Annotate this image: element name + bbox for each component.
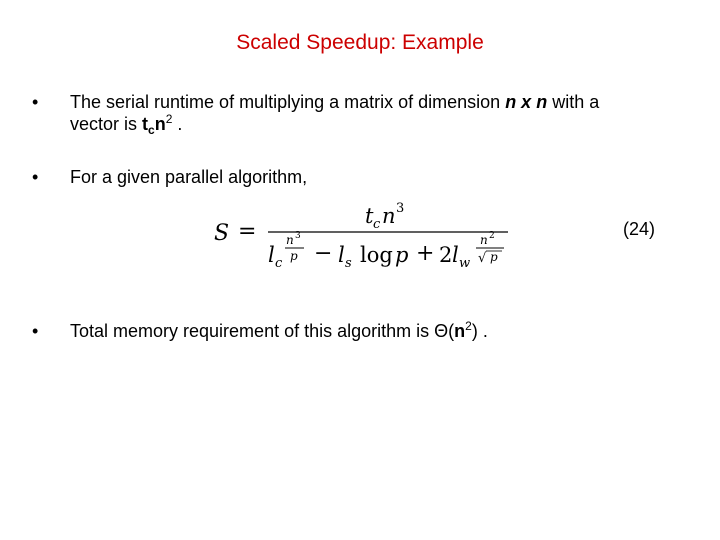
t-subscript: c bbox=[148, 123, 155, 137]
bullet-3-prefix: Total memory requirement of this algorithm is bbox=[70, 321, 435, 341]
den-minus: − bbox=[314, 241, 333, 266]
den-c: c bbox=[275, 256, 283, 271]
sqrt-p: p bbox=[490, 250, 498, 264]
eq-equals: = bbox=[238, 219, 257, 244]
matrix-dimension: n x n bbox=[505, 92, 548, 112]
log-word: log bbox=[360, 243, 393, 267]
equation-number: (24) bbox=[623, 219, 656, 239]
bullet-1-text: The serial runtime of multiplying a matrix of dimension bbox=[70, 92, 506, 112]
theta-close: ) . bbox=[471, 321, 488, 341]
t-symbol: t bbox=[142, 114, 149, 134]
bullet-2-text: For a given parallel algorithm, bbox=[70, 167, 308, 187]
n-exponent: 2 bbox=[165, 112, 173, 126]
lw-l: l bbox=[452, 243, 459, 267]
period: . bbox=[177, 114, 183, 134]
n-exponent: 2 bbox=[465, 319, 472, 333]
den-frac-3: 3 bbox=[295, 231, 301, 241]
num-exp: 3 bbox=[396, 201, 405, 216]
theta-open: Θ( bbox=[434, 321, 455, 341]
den-frac-p: p bbox=[290, 249, 298, 263]
frac2-2: 2 bbox=[489, 231, 495, 241]
bullet-1-text-end: with a bbox=[547, 92, 600, 112]
frac2-n: n bbox=[480, 233, 488, 247]
bullet-3-text bbox=[70, 320, 488, 342]
slide-title: Scaled Speedup: Example bbox=[236, 31, 484, 54]
bullet-marker: • bbox=[32, 167, 39, 187]
bullet-1-line-1 bbox=[70, 91, 599, 113]
num-n: n bbox=[382, 204, 396, 228]
bullet-marker: • bbox=[32, 321, 39, 341]
num-c: c bbox=[373, 217, 381, 232]
bullet-marker: • bbox=[32, 92, 39, 112]
den-frac-n: n bbox=[286, 233, 294, 247]
bullet-1-line-2 bbox=[70, 113, 182, 135]
eq-lhs: S bbox=[214, 221, 230, 246]
log-p: p bbox=[395, 243, 409, 267]
den-two: 2 bbox=[439, 243, 453, 267]
den-l: l bbox=[268, 243, 275, 267]
den-plus: + bbox=[416, 241, 435, 266]
num-t: t bbox=[365, 204, 374, 228]
speedup-equation bbox=[210, 196, 510, 278]
n-symbol: n bbox=[454, 321, 466, 341]
n-symbol: n bbox=[154, 114, 166, 134]
ls-s: s bbox=[345, 256, 352, 271]
lw-w: w bbox=[459, 256, 471, 271]
ls-l: l bbox=[338, 243, 345, 267]
sqrt-symbol: √ bbox=[478, 251, 487, 266]
bullet-1-text-2: vector is bbox=[70, 114, 143, 134]
